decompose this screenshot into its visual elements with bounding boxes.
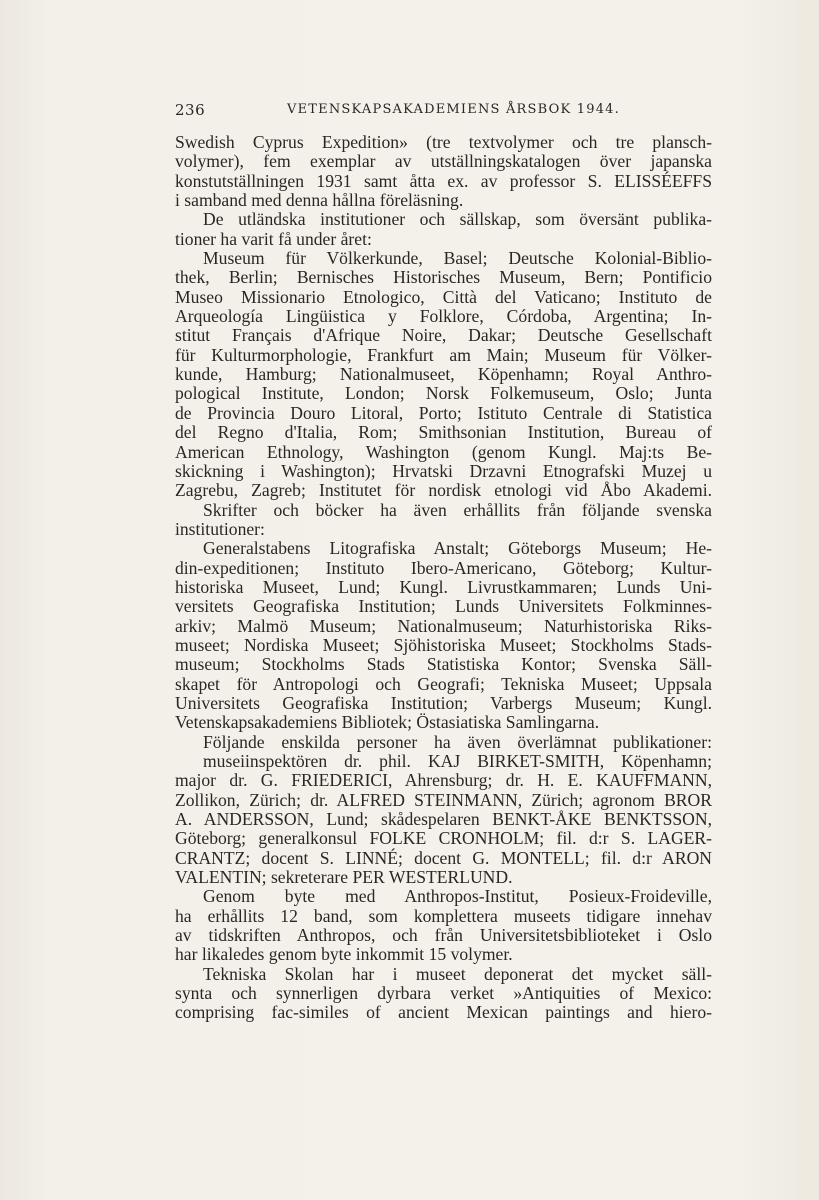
text-line: museiinspektören dr. phil. KAJ BIRKET-SMITH, Köpenhamn; (203, 751, 712, 771)
text-line: major dr. G. FRIEDERICI, Ahrensburg; dr. H. E. KAUFFMANN, (175, 770, 712, 791)
text-line: museum; Stockholms Stads Statistiska Kontor; Svenska Säll- (175, 654, 712, 675)
text-line: A. ANDERSSON, Lund; skådespelaren BENKT-ÅKE BENKTSSON, (175, 809, 712, 830)
running-title: VETENSKAPSAKADEMIENS ÅRSBOK 1944. (287, 102, 620, 117)
body-text (175, 133, 712, 1023)
text-line: Skrifter och böcker ha även erhållits från följande svenska (203, 499, 712, 520)
text-line: historiska Museet, Lund; Kungl. Livrustkammaren; Lunds Uni- (175, 576, 712, 597)
text-line: i samband med denna hållna föreläsning. (175, 190, 464, 211)
text-line: für Kulturmorphologie, Frankfurt am Main; Museum für Völker- (175, 344, 712, 365)
text-line: kunde, Hamburg; Nationalmuseet, Köpenhamn; Royal Anthro- (175, 364, 712, 385)
text-line: din-expeditionen; Instituto Ibero-Americano, Göteborg; Kultur- (175, 557, 712, 578)
text-line: Zagrebu, Zagreb; Institutet för nordisk etnologi vid Åbo Akademi. (175, 480, 712, 501)
text-line: skickning i Washington); Hrvatski Drzavni Etnografski Muzej u (175, 460, 712, 481)
text-line: institutioner: (175, 518, 265, 539)
text-line: Vetenskapsakademiens Bibliotek; Östasiatiska Samlingarna. (175, 712, 600, 733)
text-line: Tekniska Skolan har i museet deponerat det mycket säll- (203, 963, 712, 984)
text-line: Museo Missionario Etnologico, Città del Vaticano; Instituto de (175, 286, 712, 307)
text-line: tioner ha varit få under året: (175, 228, 372, 249)
text-line: American Ethnology, Washington (genom Kungl. Maj:ts Be- (175, 441, 712, 462)
text-line: del Regno d'Italia, Rom; Smithsonian Institution, Bureau of (175, 422, 712, 443)
text-line: synta och synnerligen dyrbara verket »Antiquities of Mexico: (175, 983, 712, 1004)
text-line: har likaledes genom byte inkommit 15 volymer. (175, 944, 513, 965)
text-line: arkiv; Malmö Museum; Nationalmuseum; Naturhistoriska Riks- (175, 615, 712, 636)
text-line: VALENTIN; sekreterare PER WESTERLUND. (175, 867, 513, 888)
text-line: stitut Français d'Afrique Noire, Dakar; Deutsche Gesellschaft (175, 325, 712, 346)
text-line: comprising fac-similes of ancient Mexican paintings and hiero- (175, 1002, 712, 1023)
text-line: Genom byte med Anthropos-Institut, Posieux-Froideville, (203, 886, 712, 907)
text-line: CRANTZ; docent S. LINNÉ; docent G. MONTELL; fil. d:r ARON (175, 847, 712, 868)
text-line: Följande enskilda personer ha även överlämnat publikationer: (203, 731, 712, 752)
text-line: thek, Berlin; Bernisches Historisches Museum, Bern; Pontificio (175, 267, 712, 288)
text-line: Generalstabens Litografiska Anstalt; Göteborgs Museum; He- (203, 538, 712, 559)
text-line: de Provincia Douro Litoral, Porto; Istituto Centrale di Statistica (175, 402, 712, 423)
text-line: volymer), fem exemplar av utställningskatalogen över japanska (175, 151, 712, 172)
text-line: Universitets Geografiska Institution; Varbergs Museum; Kungl. (175, 692, 712, 713)
text-line: konstutställningen 1931 samt åtta ex. av professor S. ELISSÉEFFS (175, 170, 712, 191)
text-line: Arqueología Lingüistica y Folklore, Córdoba, Argentina; In- (175, 306, 712, 327)
text-line: museet; Nordiska Museet; Sjöhistoriska Museet; Stockholms Stads- (175, 634, 712, 655)
text-line: Zollikon, Zürich; dr. ALFRED STEINMANN, Zürich; agronom BROR (175, 789, 712, 810)
text-line: pological Institute, London; Norsk Folkemuseum, Oslo; Junta (175, 383, 712, 404)
text-line: Swedish Cyprus Expedition» (tre textvolymer och tre plansch- (175, 132, 712, 152)
text-line: ha erhållits 12 band, som komplettera museets tidigare innehav (175, 905, 712, 926)
text-line: Göteborg; generalkonsul FOLKE CRONHOLM; fil. d:r S. LAGER- (175, 828, 712, 849)
page-number: 236 (175, 101, 206, 119)
text-line: De utländska institutioner och sällskap, som översänt publika- (203, 209, 712, 230)
text-line: skapet för Antropologi och Geografi; Tekniska Museet; Uppsala (175, 673, 712, 694)
text-line: versitets Geografiska Institution; Lunds Universitets Folkminnes- (175, 596, 712, 617)
text-line: Museum für Völkerkunde, Basel; Deutsche Kolonial-Biblio- (203, 248, 712, 269)
text-line: av tidskriften Anthropos, och från Universitetsbiblioteket i Oslo (175, 925, 712, 946)
running-header (175, 101, 712, 123)
